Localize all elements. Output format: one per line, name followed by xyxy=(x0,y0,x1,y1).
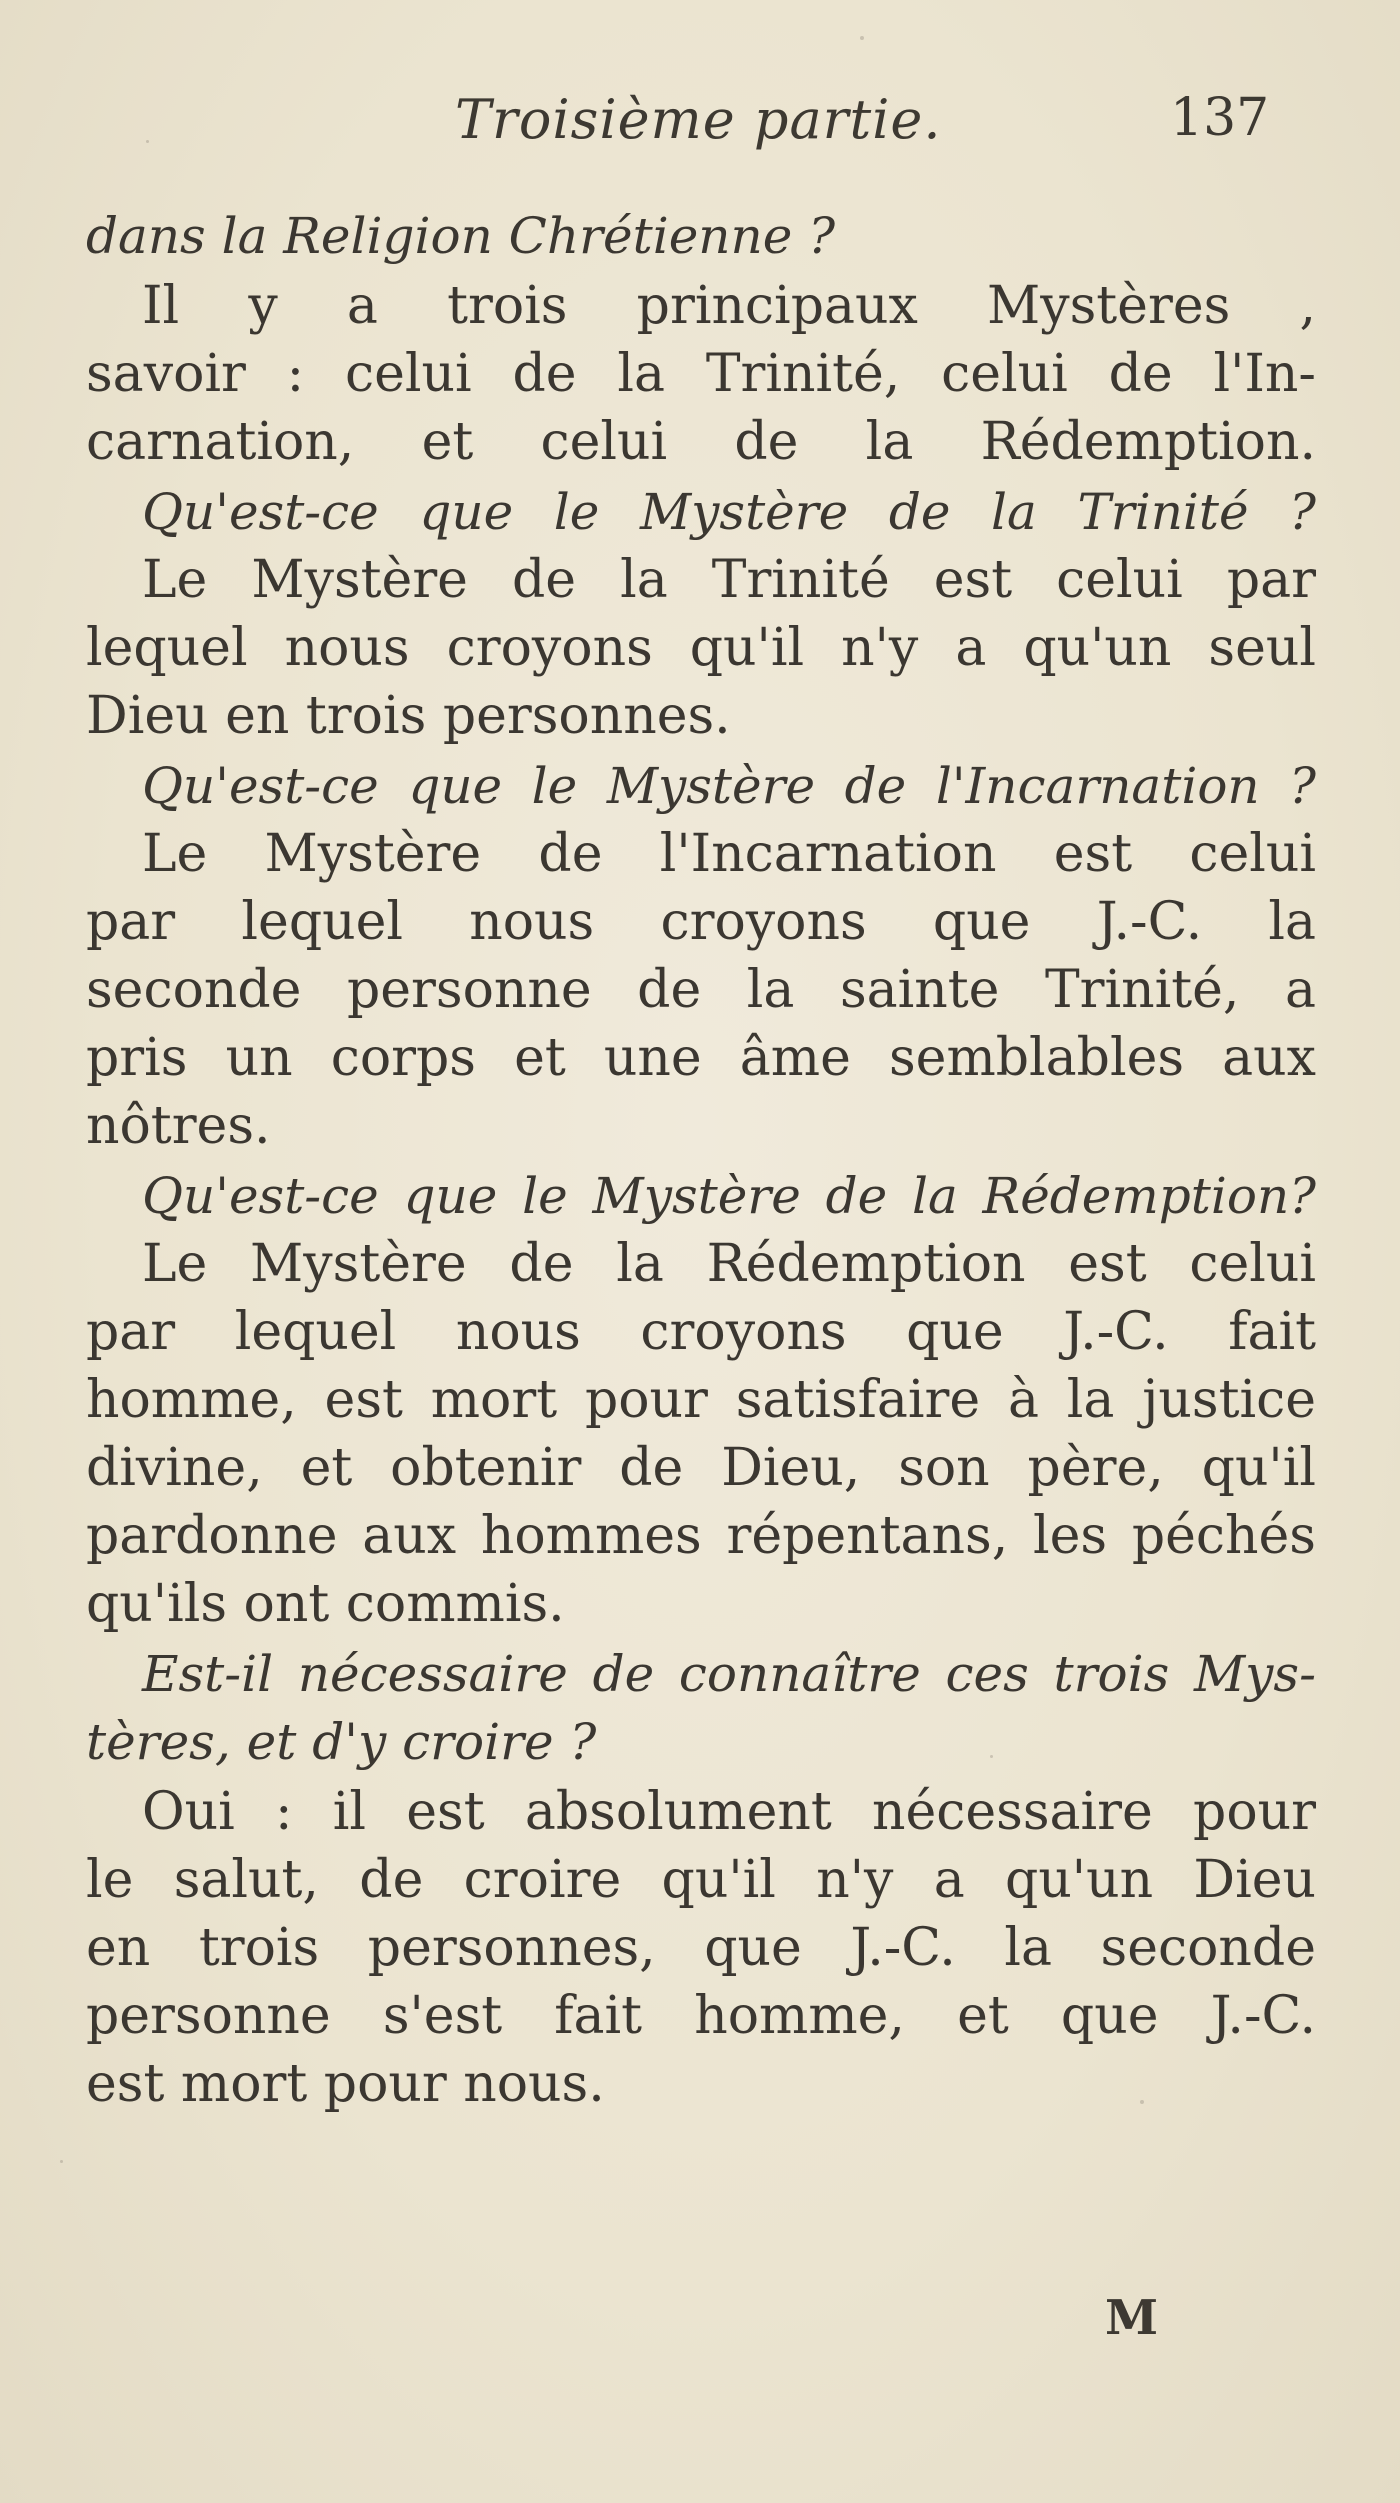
text-line: par lequel nous croyons que J.-C. la xyxy=(86,892,1316,952)
text-line: Il y a trois principaux Mystères , xyxy=(142,276,1316,336)
text-line: nôtres. xyxy=(86,1096,271,1156)
question-line: Qu'est-ce que le Mystère de la Rédemption? xyxy=(142,1167,1316,1225)
signature-mark: M xyxy=(1105,2290,1159,2346)
text-line: dans la Religion Chrétienne ? xyxy=(86,207,835,265)
page-number: 137 xyxy=(1170,88,1270,148)
question-line: Qu'est-ce que le Mystère de la Trinité ? xyxy=(142,483,1316,541)
text-line: Oui : il est absolument nécessaire pour xyxy=(142,1782,1316,1842)
paper-speck xyxy=(990,1755,993,1758)
text-line: est mort pour nous. xyxy=(86,2054,605,2114)
text-line: Dieu en trois personnes. xyxy=(86,686,731,746)
text-line: pris un corps et une âme semblables aux xyxy=(86,1028,1316,1088)
question-line: Est-il nécessaire de connaître ces trois Mys- xyxy=(142,1645,1316,1703)
text-line: Le Mystère de la Rédemption est celui xyxy=(142,1234,1316,1294)
text-line: en trois personnes, que J.-C. la seconde xyxy=(86,1918,1316,1978)
text-line: homme, est mort pour satisfaire à la justice xyxy=(86,1370,1316,1430)
text-line: par lequel nous croyons que J.-C. fait xyxy=(86,1302,1316,1362)
text-line: pardonne aux hommes répentans, les péchés xyxy=(86,1506,1316,1566)
text-line: Le Mystère de la Trinité est celui par xyxy=(142,550,1316,610)
paper-speck xyxy=(146,140,149,143)
question-line: Qu'est-ce que le Mystère de l'Incarnation ? xyxy=(142,757,1316,815)
text-line: divine, et obtenir de Dieu, son père, qu'il xyxy=(86,1438,1316,1498)
text-line: qu'ils ont commis. xyxy=(86,1574,565,1634)
paper-speck xyxy=(1140,2100,1144,2104)
text-line: savoir : celui de la Trinité, celui de l'In- xyxy=(86,344,1316,404)
text-line: carnation, et celui de la Rédemption. xyxy=(86,412,1316,472)
paper-speck xyxy=(60,2160,63,2163)
text-line: Le Mystère de l'Incarnation est celui xyxy=(142,824,1316,884)
text-line: lequel nous croyons qu'il n'y a qu'un seul xyxy=(86,618,1316,678)
running-title: Troisième partie. xyxy=(455,88,942,151)
text-line: le salut, de croire qu'il n'y a qu'un Dieu xyxy=(86,1850,1316,1910)
text-line: personne s'est fait homme, et que J.-C. xyxy=(86,1986,1316,2046)
text-line: seconde personne de la sainte Trinité, a xyxy=(86,960,1316,1020)
question-line: tères, et d'y croire ? xyxy=(86,1713,597,1771)
paper-speck xyxy=(860,36,864,40)
